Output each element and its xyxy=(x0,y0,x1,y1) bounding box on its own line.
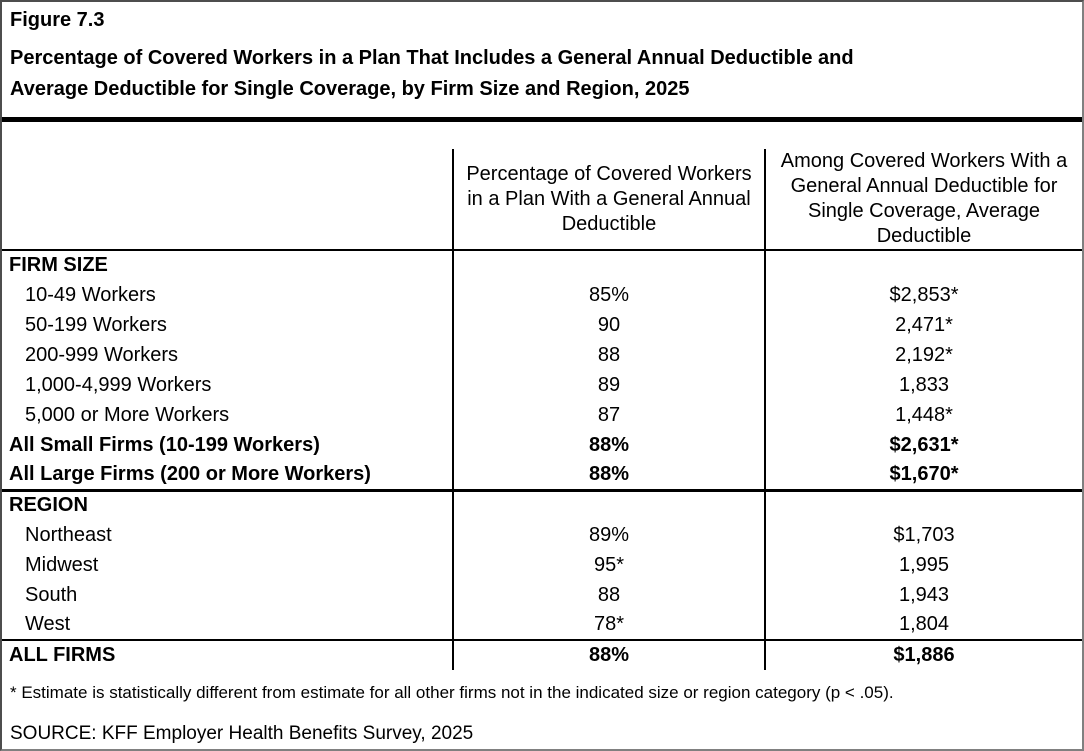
title-divider-rule xyxy=(2,117,1082,122)
table-header-row xyxy=(2,149,1082,250)
row-label: Midwest xyxy=(25,553,99,576)
table-row-50-199-workers xyxy=(2,310,1082,340)
row-label: All Large Firms (200 or More Workers) xyxy=(9,462,371,485)
pct-value: 88% xyxy=(453,430,765,460)
pct-value: 88 xyxy=(453,340,765,370)
table-row-200-999-workers xyxy=(2,340,1082,370)
column-header-average-deductible: Among Covered Workers With a General Annual Deductible for Single Coverage, Average Deductible xyxy=(765,149,1082,250)
row-label: 200-999 Workers xyxy=(25,343,179,366)
figure-label: Figure 7.3 xyxy=(10,9,105,31)
table-row-northeast xyxy=(2,520,1082,550)
pct-value: 88% xyxy=(453,460,765,490)
deductible-value: 1,995 xyxy=(765,550,1082,580)
row-label: Northeast xyxy=(25,523,112,546)
figure-title xyxy=(10,43,1074,105)
table-row-1000-4999-workers xyxy=(2,370,1082,400)
pct-value: 95* xyxy=(453,550,765,580)
table-row-region xyxy=(2,490,1082,520)
deductible-value: 1,833 xyxy=(765,370,1082,400)
pct-value: 88 xyxy=(453,580,765,610)
pct-value: 78* xyxy=(453,610,765,640)
pct-value: 89% xyxy=(453,520,765,550)
table-row-firm-size xyxy=(2,250,1082,280)
table-row-west xyxy=(2,610,1082,640)
figure-header xyxy=(2,2,1082,105)
source-line: SOURCE: KFF Employer Health Benefits Survey, 2025 xyxy=(10,723,474,744)
column-header-empty xyxy=(2,149,453,250)
column-header-percentage: Percentage of Covered Workers in a Plan With a General Annual Deductible xyxy=(453,149,765,250)
deductible-value: $2,853* xyxy=(765,280,1082,310)
statistical-footnote: * Estimate is statistically different from estimate for all other firms not in the indicated size or region category (p < .05). xyxy=(10,683,894,702)
table-row-all-small-firms xyxy=(2,430,1082,460)
deductible-value: 2,471* xyxy=(765,310,1082,340)
figure-title-line-2: Average Deductible for Single Coverage, by Firm Size and Region, 2025 xyxy=(10,78,690,100)
row-label: West xyxy=(25,613,71,635)
row-label: All Small Firms (10-199 Workers) xyxy=(9,433,320,456)
row-label: 50-199 Workers xyxy=(25,313,167,336)
row-label: 5,000 or More Workers xyxy=(25,403,230,426)
figure-title-line-1: Percentage of Covered Workers in a Plan That Includes a General Annual Deductible and xyxy=(10,47,854,69)
pct-value: 89 xyxy=(453,370,765,400)
row-label: REGION xyxy=(9,494,88,517)
row-label: South xyxy=(25,583,78,606)
deductible-value: $1,886 xyxy=(765,640,1082,670)
row-label: ALL FIRMS xyxy=(9,644,116,666)
table-header xyxy=(2,149,1082,250)
table-row-south xyxy=(2,580,1082,610)
deductible-value: 1,804 xyxy=(765,610,1082,640)
pct-value: 88% xyxy=(453,640,765,670)
deductible-value: $1,670* xyxy=(765,460,1082,490)
table-row-5000-or-more-workers xyxy=(2,400,1082,430)
table-body xyxy=(2,250,1082,670)
deductible-value: $2,631* xyxy=(765,430,1082,460)
deductible-value xyxy=(765,250,1082,280)
row-label: 10-49 Workers xyxy=(25,283,156,306)
deductible-value: 2,192* xyxy=(765,340,1082,370)
pct-value xyxy=(453,250,765,280)
row-label: 1,000-4,999 Workers xyxy=(25,373,212,396)
table-row-midwest xyxy=(2,550,1082,580)
pct-value: 85% xyxy=(453,280,765,310)
pct-value xyxy=(453,490,765,520)
pct-value: 87 xyxy=(453,400,765,430)
deductible-table xyxy=(2,149,1082,670)
deductible-value xyxy=(765,490,1082,520)
table-row-all-firms xyxy=(2,640,1082,670)
pct-value: 90 xyxy=(453,310,765,340)
deductible-value: 1,943 xyxy=(765,580,1082,610)
table-row-all-large-firms xyxy=(2,460,1082,490)
deductible-value: $1,703 xyxy=(765,520,1082,550)
row-label: FIRM SIZE xyxy=(9,254,108,276)
deductible-value: 1,448* xyxy=(765,400,1082,430)
table-row-10-49-workers xyxy=(2,280,1082,310)
